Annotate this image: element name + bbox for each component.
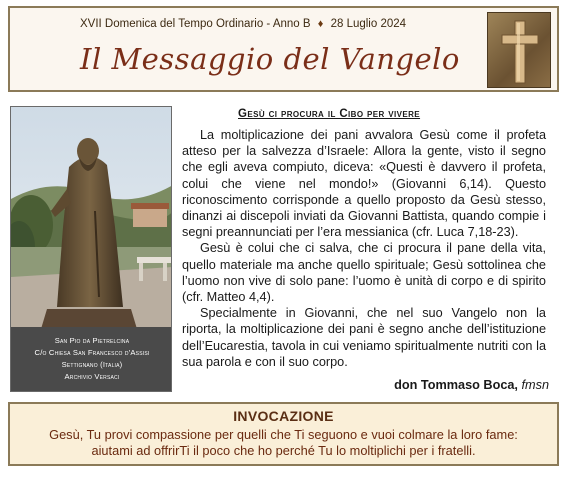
issue-line (80, 18, 406, 30)
header-banner (8, 6, 559, 92)
author-name: don Tommaso Boca, (394, 378, 518, 392)
saint-photo (10, 106, 172, 392)
cross-icon (488, 13, 552, 89)
invocation-text (10, 427, 557, 459)
caption-line: C/o Chiesa San Francesco d'Assisi (34, 348, 150, 357)
cross-image (487, 12, 551, 88)
article-title: Gesù ci procura il Cibo per vivere (238, 108, 421, 120)
page-title: Il Messaggio del Vangelo (80, 42, 460, 76)
invocation-line: Gesù, Tu provi compassione per quelli che Ti seguono e vuoi colmare la loro fame: (49, 427, 518, 442)
invocation-box (8, 402, 559, 466)
diamond-separator-icon: ♦ (317, 18, 324, 30)
author-signature (394, 378, 549, 392)
caption-line: Settignano (Italia) (61, 360, 123, 369)
issue-date: 28 Luglio 2024 (330, 18, 407, 30)
article-paragraph: Gesù è colui che ci salva, che ci procura il pane della vita, quello materiale ma anche quello spirituale; Gesù sottolinea che l’uomo non vive di solo pane: l’uomo è unità di corpo e di spirito (cfr. Matteo 4,4). (182, 241, 546, 305)
photo-caption (11, 327, 172, 391)
article-body (182, 127, 546, 370)
article-paragraph: La moltiplicazione dei pani avvalora Gesù come il profeta atteso per la salvezza d’Israele: Allora la gente, visto il segno che egli aveva compiuto, diceva: «Questi è davvero il profeta, colui che viene nel mondo!» (Giovanni 6,14). Questo riconoscimento corrisponde a quello proposto da Gesù stesso, dinanzi ai discepoli inviati da Giovanni Battista, quando compie i segni preannunciati per l’era messianica (cfr. Luca 7,18-23). (182, 128, 546, 240)
invocation-line: aiutami ad offrirTi il poco che ho perché Tu lo moltiplichi per i fratelli. (91, 443, 476, 458)
author-order: fmsn (521, 378, 549, 392)
caption-line: Archivio Versaci (64, 372, 120, 381)
article-paragraph: Specialmente in Giovanni, che nel suo Vangelo non la riporta, la moltiplicazione dei pani è segno anche dell’istituzione dell’Eucarestia, tavola in cui veniamo spiritualmente nutriti con la sua parola e con il suo corpo. (182, 306, 546, 369)
issue-label: XVII Domenica del Tempo Ordinario - Anno B (80, 18, 311, 30)
caption-line: San Pio da Pietrelcina (54, 336, 130, 345)
invocation-title: INVOCAZIONE (233, 408, 334, 424)
